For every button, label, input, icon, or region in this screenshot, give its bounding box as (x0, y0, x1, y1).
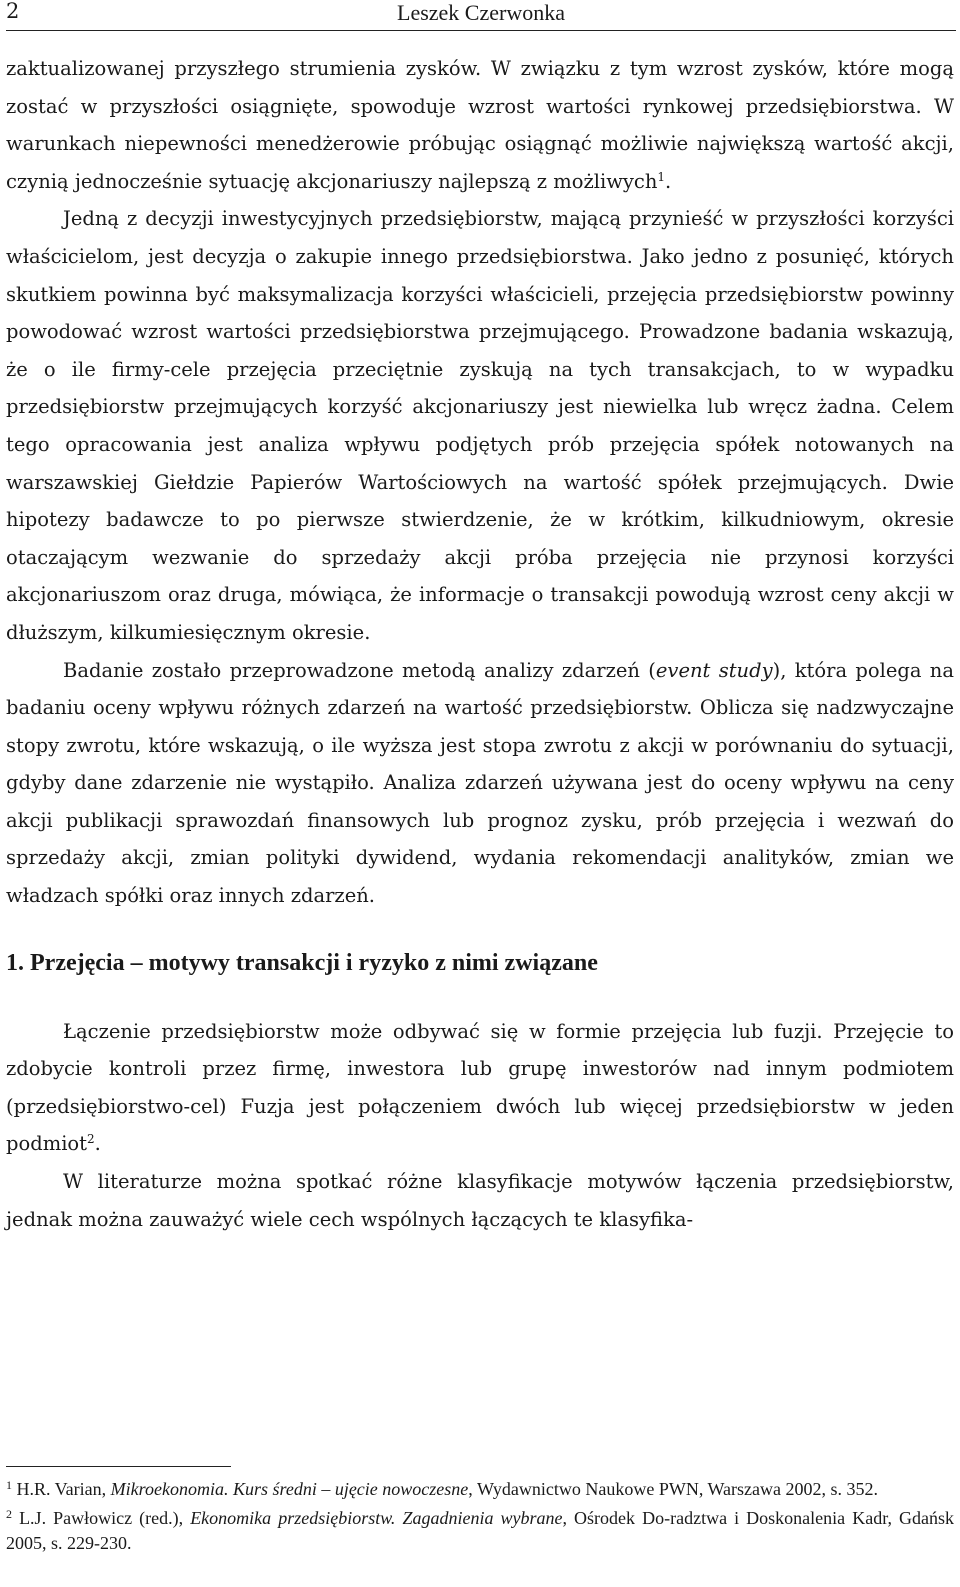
intro-paragraph-2: Jedną z decyzji inwestycyjnych przedsiębiorstw, mającą przynieść w przyszłości korzyści właścicielom, jest decyzja o zakupie innego przedsiębiorstwa. Jako jedno z posunięć, których skutkiem powinna być maksymalizacja korzyści właścicieli, przejęcia przedsiębiorstw powinny powodować wzrost wartości przedsiębiorstwa przejmującego. Prowadzone badania wskazują, że o ile firmy-cele przejęcia przeciętnie zyskują na tych transakcjach, to w wypadku przedsiębiorstw przejmujących korzyść akcjonariuszy jest niewielka lub wręcz żadna. Celem tego opracowania jest analiza wpływu podjętych prób przejęcia spółek notowanych na warszawskiej Giełdzie Papierów Wartościowych na wartość spółek przejmujących. Dwie hipotezy badawcze to po pierwsze stwierdzenie, że w krótkim, kilkudniowym, okresie otaczającym wezwanie do sprzedaży akcji próba przejęcia nie przynosi korzyści akcjonariuszom oraz druga, mówiąca, że informacje o transakcji powodują wzrost ceny akcji w dłuższym, kilkumiesięcznym okresie. (6, 207, 954, 644)
intro-paragraph-1 (6, 50, 954, 200)
page-number: 2 (6, 0, 20, 23)
footnote-divider (6, 1466, 231, 1467)
section-paragraph-1 (6, 1013, 954, 1163)
paragraph-text: Badanie zostało przeprowadzone metodą analizy zdarzeń ( (63, 658, 656, 682)
footnote-ref-2[interactable]: 2 (87, 1132, 95, 1147)
footnote-2 (6, 1506, 954, 1556)
footnote-title: Mikroekonomia. Kurs średni – ujęcie nowoczesne (110, 1479, 469, 1499)
footnote-number: 1 (6, 1478, 12, 1492)
footnotes (6, 1466, 954, 1560)
paragraph-end: . (665, 169, 672, 193)
footnote-rest: , Wydawnictwo Naukowe PWN, Warszawa 2002, s. 352. (468, 1479, 879, 1499)
paragraph-text: zaktualizowanej przyszłego strumienia zysków. W związku z tym wzrost zysków, które mogą zostać w przyszłości osiągnięte, spowoduje wzrost wartości rynkowej przedsiębiorstwa. W warunkach niepewności menedżerowie próbując osiągnąć możliwie największą wartość akcji, czynią jednocześnie sytuację akcjonariuszy najlepszą z możliwych (6, 57, 954, 193)
running-header (6, 0, 956, 31)
section-paragraph-2: W literaturze można spotkać różne klasyfikacje motywów łączenia przedsiębiorstw, jednak można zauważyć wiele cech wspólnych łączących te klasyfika- (6, 1170, 954, 1231)
footnote-title: Ekonomika przedsiębiorstw. Zagadnienia wybrane (190, 1508, 563, 1528)
paragraph-text: ), która polega na badaniu oceny wpływu różnych zdarzeń na wartość przedsiębiorstw. Oblicza się nadzwyczajne stopy zwrotu, które wskazują, o ile wyższa jest stopa zwrotu z akcji w porównaniu do sytuacji, gdyby dane zdarzenie nie wystąpiło. Analiza zdarzeń używana jest do oceny wpływu na ceny akcji publikacji sprawozdań finansowych lub prognoz zysku, prób przejęcia i wezwań do sprzedaży akcji, zmian polityki dywidend, wydania rekomendacji analityków, zmian we władzach spółki oraz innych zdarzeń. (6, 658, 954, 908)
footnote-1 (6, 1477, 954, 1502)
main-text (6, 50, 954, 1238)
italic-term: event study (655, 658, 773, 682)
footnote-rest: , Ośrodek Do-radztwa i Doskonalenia Kadr, Gdańsk 2005, s. 229-230. (6, 1508, 955, 1553)
footnote-author: H.R. Varian, (16, 1479, 111, 1499)
paragraph-end: . (94, 1132, 101, 1156)
footnote-ref-1[interactable]: 1 (657, 169, 666, 184)
footnote-number: 2 (6, 1507, 12, 1521)
paragraph-text: Łączenie przedsiębiorstw może odbywać się w formie przejęcia lub fuzji. Przejęcie to zdobycie kontroli przez firmę, inwestora lub grupę inwestorów nad innym podmiotem (przedsiębiorstwo-cel) Fuzja jest połączeniem dwóch lub więcej przedsiębiorstw w jeden podmiot (6, 1019, 954, 1156)
running-header-author: Leszek Czerwonka (397, 0, 565, 25)
footnote-author: L.J. Pawłowicz (red.), (19, 1508, 191, 1528)
section-heading: 1. Przejęcia – motywy transakcji i ryzyko z nimi związane (6, 949, 598, 976)
intro-paragraph-3 (6, 652, 954, 915)
